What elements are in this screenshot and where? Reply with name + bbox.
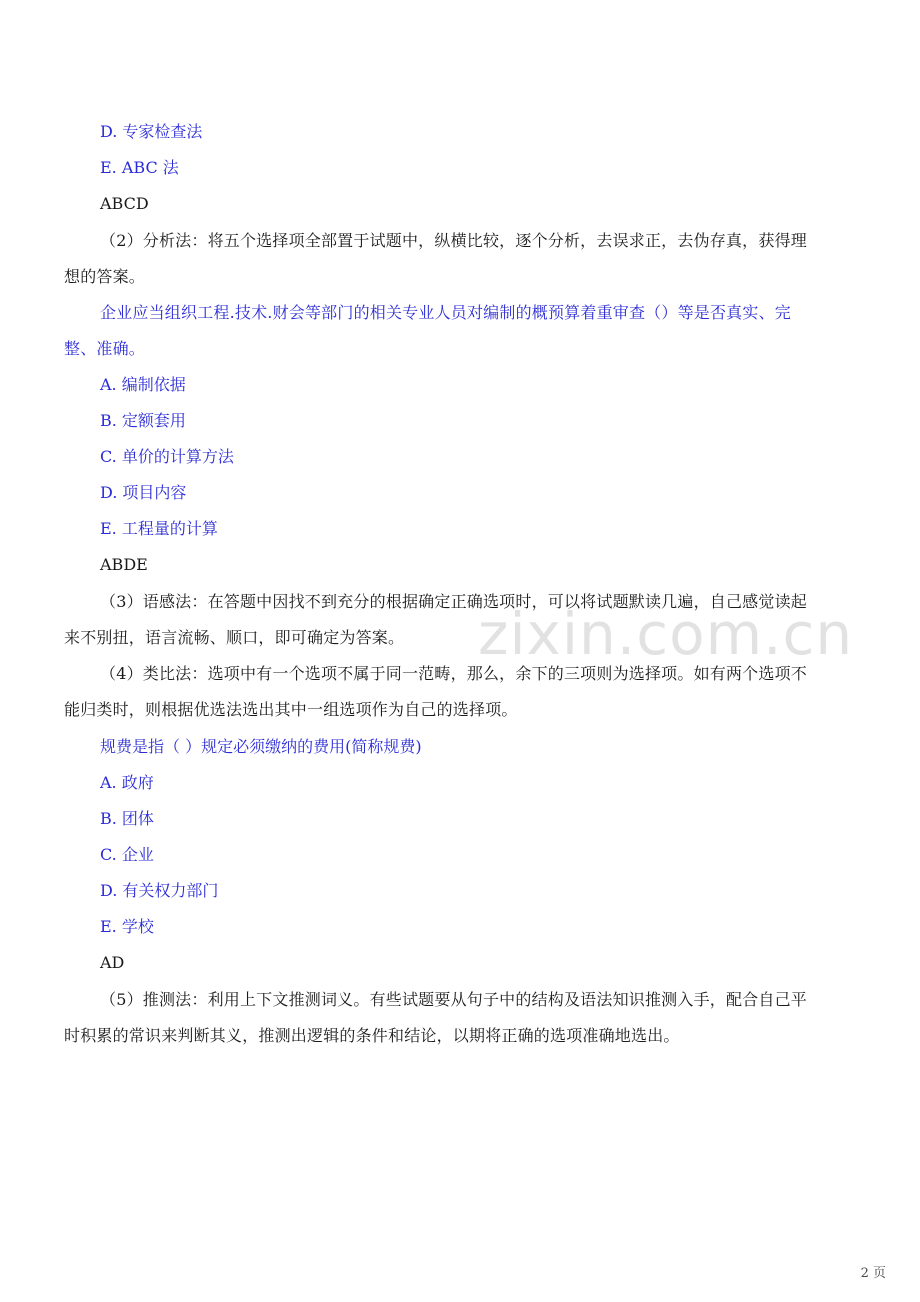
question-fees: 规费是指（ ）规定必须缴纳的费用(简称规费) — [100, 737, 422, 756]
option-c-enterprise: C. 企业 — [100, 845, 154, 864]
option-b-group: B. 团体 — [100, 809, 154, 828]
option-c-unit-price: C. 单价的计算方法 — [100, 447, 234, 466]
watermark: zixin.com.cn — [478, 600, 854, 668]
answer-abcd: ABCD — [100, 194, 149, 213]
option-b-quota: B. 定额套用 — [100, 411, 186, 430]
method-analysis-paragraph: （2）分析法：将五个选择项全部置于试题中，纵横比较，逐个分析，去误求正，去伪存真，获得理想的答案。 — [64, 231, 807, 286]
option-a-government: A. 政府 — [100, 773, 154, 792]
method-language-sense-paragraph: （3）语感法：在答题中因找不到充分的根据确定正确选项时，可以将试题默读几遍，自己感觉读起来不别扭，语言流畅、顺口，即可确定为答案。 — [64, 592, 807, 647]
option-e-school: E. 学校 — [100, 917, 154, 936]
option-d-expert-check: D. 专家检查法 — [100, 122, 203, 141]
method-analogy-paragraph: （4）类比法：选项中有一个选项不属于同一范畴，那么，余下的三项则为选择项。如有两个选项不能归类时，则根据优选法选出其中一组选项作为自己的选择项。 — [64, 664, 807, 719]
method-inference-paragraph: （5）推测法：利用上下文推测词义。有些试题要从句子中的结构及语法知识推测入手，配合自己平时积累的常识来判断其义，推测出逻辑的条件和结论，以期将正确的选项准确地选出。 — [64, 990, 807, 1045]
page-number: 2 页 — [860, 1266, 886, 1281]
answer-ad: AD — [100, 953, 125, 972]
option-d-project-content: D. 项目内容 — [100, 483, 187, 502]
option-e-abc: E. ABC 法 — [100, 158, 179, 177]
option-a-basis: A. 编制依据 — [100, 375, 186, 394]
option-d-authority: D. 有关权力部门 — [100, 881, 219, 900]
option-e-quantity: E. 工程量的计算 — [100, 519, 218, 538]
question-budget-review: 企业应当组织工程.技术.财会等部门的相关专业人员对编制的概预算着重审查（）等是否真实、完整、准确。 — [64, 303, 791, 358]
answer-abde: ABDE — [100, 555, 148, 574]
